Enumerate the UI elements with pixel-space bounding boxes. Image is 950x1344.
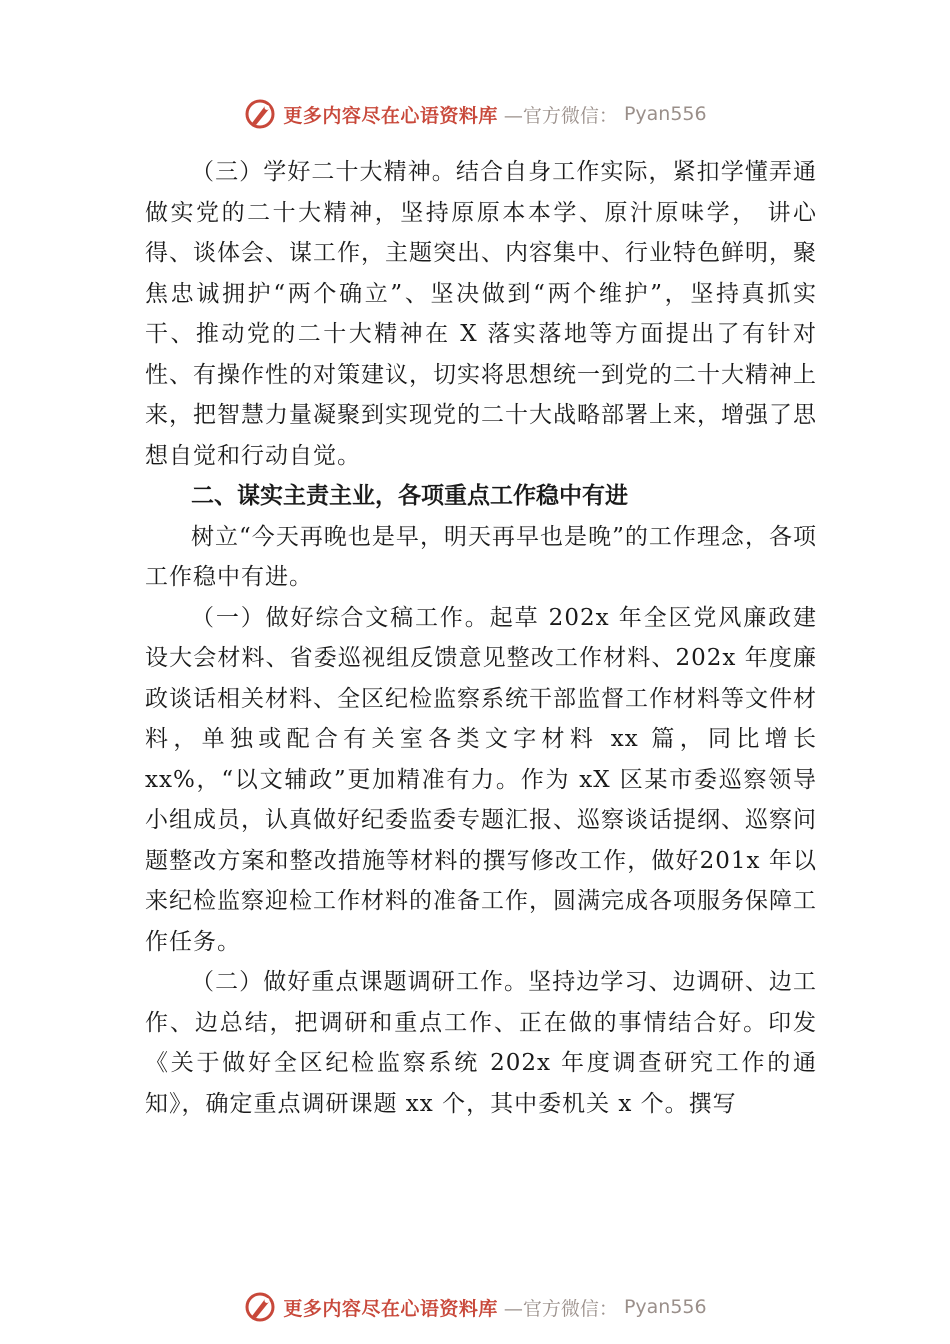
banner-wechat-id: Pyan556 [623,103,707,125]
pen-logo-icon [243,97,277,131]
paragraph-study-spirit: （三）学好二十大精神。结合自身工作实际，紧扣学懂弄通做实党的二十大精神，坚持原原本本学、原汁原味学， 讲心得、谈体会、谋工作，主题突出、内容集中、行业特色鲜明，聚焦忠诚拥护“两个确立”、坚决做到“两个维护”，坚持真抓实干、推动党的二十大精神在 X 落实落地等方面提出了有针对性、有操作性的对策建议，切实将思想统一到党的二十大精神上来，把智慧力量凝聚到实现党的二十大战略部署上来，增强了思想自觉和行动自觉。 [145,159,817,469]
paragraph-research-work: （二）做好重点课题调研工作。坚持边学习、边调研、边工作、边总结，把调研和重点工作、正在做的事情结合好。印发《关于做好全区纪检监察系统 202x 年度调查研究工作的通知》，确定重点调研课题 xx 个，其中委机关 x 个。撰写 [145,969,817,1117]
banner-wechat-label: —官方微信： [503,1297,618,1320]
paragraph-drafting-work: （一）做好综合文稿工作。起草 202x 年全区党风廉政建设大会材料、省委巡视组反馈意见整改工作材料、202x 年度廉政谈话相关材料、全区纪检监察系统干部监督工作材料等文件材料，单独或配合有关室各类文字材料 xx 篇，同比增长xx%，“以文辅政”更加精准有力。作为 xX 区某市委巡察领导小组成员，认真做好纪委监委专题汇报、巡察谈话提纲、巡察问题整改方案和整改措施等材料的撰写修改工作，做好201x 年以来纪检监察迎检工作材料的准备工作，圆满完成各项服务保障工作任务。 [145,604,817,955]
banner-title: 更多内容尽在心语资料库 [283,1297,498,1320]
document-body [145,152,817,1124]
footer-banner [0,1287,950,1327]
banner-wechat-label: —官方微信： [503,104,618,127]
header-banner [0,94,950,134]
banner-title: 更多内容尽在心语资料库 [283,104,498,127]
banner-wechat-id: Pyan556 [623,1296,707,1318]
section-heading: 二、谋实主责主业，各项重点工作稳中有进 [191,483,628,509]
pen-logo-icon [243,1290,277,1324]
paragraph-work-philosophy: 树立“今天再晚也是早，明天再早也是晚”的工作理念，各项工作稳中有进。 [145,523,817,590]
